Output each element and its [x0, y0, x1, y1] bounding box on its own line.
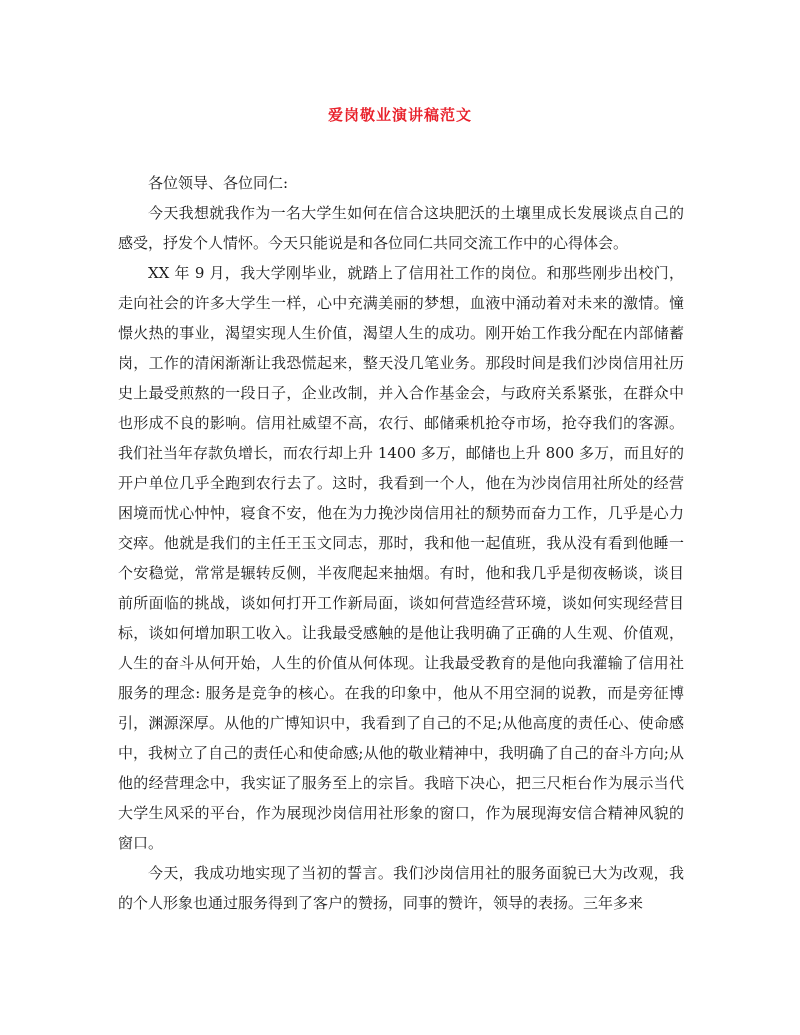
achievement-paragraph: 今天，我成功地实现了当初的誓言。我们沙岗信用社的服务面貌已大为改观，我的个人形象也通过服务得到了客户的赞扬，同事的赞许，领导的表扬。三年多来: [118, 864, 684, 912]
salutation-paragraph: 各位领导、各位同仁:: [148, 174, 289, 192]
document-body: [118, 168, 684, 918]
document-title: 爱岗敬业演讲稿范文: [327, 106, 472, 124]
intro-paragraph: 今天我想就我作为一名大学生如何在信合这块肥沃的土壤里成长发展谈点自己的感受，抒发个人情怀。今天只能说是和各位同仁共同交流工作中的心得体会。: [118, 204, 684, 252]
story-paragraph: XX 年 9 月，我大学刚毕业，就踏上了信用社工作的岗位。和那些刚步出校门，走向社会的许多大学生一样，心中充满美丽的梦想，血液中涌动着对未来的激情。憧憬火热的事业，渴望实现人生价值，渴望人生的成功。刚开始工作我分配在内部储蓄岗，工作的清闲渐渐让我恐慌起来，整天没几笔业务。那段时间是我们沙岗信用社历史上最受煎熬的一段日子，企业改制，并入合作基金会，与政府关系紧张，在群众中也形成不良的影响。信用社威望不高，农行、邮储乘机抢夺市场，抢夺我们的客源。我们社当年存款负增长，而农行却上升 1400 多万，邮储也上升 800 多万，而且好的开户单位几乎全跑到农行去了。这时，我看到一个人，他在为沙岗信用社所处的经营困境而忧心忡忡，寝食不安，他在为力挽沙岗信用社的颓势而奋力工作，几乎是心力交瘁。他就是我们的主任王玉文同志，那时，我和他一起值班，我从没有看到他睡一个安稳觉，常常是辗转反侧，半夜爬起来抽烟。有时，他和我几乎是彻夜畅谈，谈目前所面临的挑战，谈如何打开工作新局面，谈如何营造经营环境，谈如何实现经营目标，谈如何增加职工收入。让我最受感触的是他让我明确了正确的人生观、价值观，人生的奋斗从何开始，人生的价值从何体现。让我最受教育的是他向我灌输了信用社服务的理念: 服务是竞争的核心。在我的印象中，他从不用空洞的说教，而是旁征博引，渊源深厚。从他的广博知识中，我看到了自己的不足;从他高度的责任心、使命感中，我树立了自己的责任心和使命感;从他的敬业精神中，我明确了自己的奋斗方向;从他的经营理念中，我实证了服务至上的宗旨。我暗下决心，把三尺柜台作为展示当代大学生风采的平台，作为展现沙岗信用社形象的窗口，作为展现海安信合精神风貌的窗口。: [118, 264, 684, 852]
